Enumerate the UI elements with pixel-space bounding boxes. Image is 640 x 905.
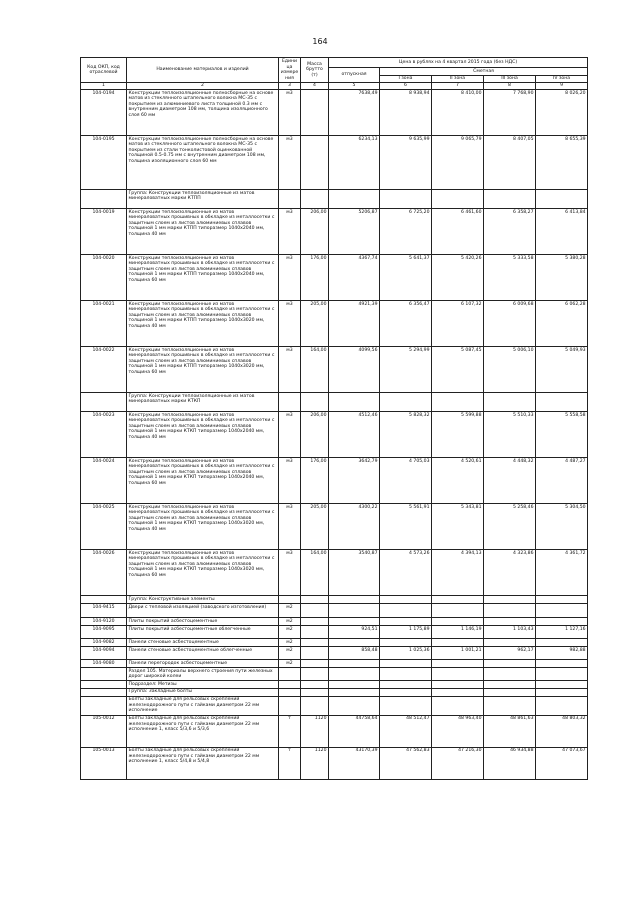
- row-price-zone2: [432, 639, 484, 647]
- row-price-zone4: [536, 618, 588, 626]
- table-row: [81, 209, 588, 255]
- row-code: 104-0020: [81, 255, 127, 301]
- row-code: 105-0013: [81, 747, 127, 779]
- row-price-zone4: 5 049,93: [536, 347, 588, 393]
- column-number: 5: [329, 83, 380, 90]
- row-price-otpusk: [329, 660, 380, 668]
- row-price-zone2: 4 520,61: [432, 458, 484, 504]
- header-zone2: II зона: [432, 75, 484, 83]
- table-row: [81, 301, 588, 347]
- row-unit: [279, 596, 301, 604]
- row-unit: м2: [279, 660, 301, 668]
- row-mass: 206,00: [301, 412, 329, 458]
- row-price-zone4: 5 380,28: [536, 255, 588, 301]
- row-unit: м2: [279, 626, 301, 639]
- row-code: [81, 681, 127, 689]
- row-unit: [279, 668, 301, 681]
- row-mass: [301, 90, 329, 136]
- row-price-otpusk: 4921,39: [329, 301, 380, 347]
- row-price-zone2: [432, 681, 484, 689]
- row-price-zone3: 5 258,46: [484, 504, 536, 550]
- row-price-zone3: 5 333,58: [484, 255, 536, 301]
- row-price-zone2: 1 146,19: [432, 626, 484, 639]
- table-body: [81, 90, 588, 779]
- row-mass: 176,00: [301, 458, 329, 504]
- column-number: 4: [301, 83, 329, 90]
- header-otpusknaya: отпускная: [329, 68, 380, 83]
- table-row: [81, 458, 588, 504]
- header-unit: Единица измерения: [279, 58, 301, 83]
- row-price-zone1: 1 175,89: [380, 626, 432, 639]
- row-price-zone1: 47 562,83: [380, 747, 432, 779]
- table-row: [81, 660, 588, 668]
- row-price-otpusk: 4099,56: [329, 347, 380, 393]
- row-unit: [279, 393, 301, 412]
- row-price-zone4: 6 413,84: [536, 209, 588, 255]
- row-mass: [301, 688, 329, 696]
- table-row: [81, 668, 588, 681]
- row-price-zone2: [432, 668, 484, 681]
- row-price-zone1: [380, 681, 432, 689]
- table-row: [81, 604, 588, 618]
- row-price-zone1: [380, 696, 432, 715]
- row-price-zone2: 6 107,32: [432, 301, 484, 347]
- header-smetnaya: Сметная: [380, 68, 588, 76]
- row-price-zone1: 5 828,32: [380, 412, 432, 458]
- row-code: 104-9080: [81, 660, 127, 668]
- row-code: 104-0022: [81, 347, 127, 393]
- row-price-zone3: 1 103,43: [484, 626, 536, 639]
- row-price-zone1: [380, 660, 432, 668]
- row-price-otpusk: 6234,13: [329, 136, 380, 190]
- row-price-otpusk: 858,48: [329, 647, 380, 660]
- header-zone4: IV зона: [536, 75, 588, 83]
- table-row: [81, 681, 588, 689]
- row-price-zone2: [432, 618, 484, 626]
- row-name: Плиты покрытий асбестоцементные: [127, 618, 279, 626]
- table-row: [81, 190, 588, 209]
- row-code: 104-9415: [81, 604, 127, 618]
- column-number: 7: [432, 83, 484, 90]
- row-price-zone4: 8 026,20: [536, 90, 588, 136]
- row-mass: [301, 639, 329, 647]
- row-price-zone4: 48 803,32: [536, 715, 588, 747]
- row-price-otpusk: [329, 190, 380, 209]
- row-unit: м2: [279, 604, 301, 618]
- row-code: 105-0012: [81, 715, 127, 747]
- row-price-otpusk: 5206,87: [329, 209, 380, 255]
- row-price-zone1: 5 561,91: [380, 504, 432, 550]
- row-price-zone3: 7 768,90: [484, 90, 536, 136]
- row-mass: [301, 647, 329, 660]
- row-name: Раздел 105. Материалы верхнего строения пути железных дорог широкой колеи: [127, 668, 279, 681]
- row-mass: 205,00: [301, 301, 329, 347]
- row-price-zone4: 6 062,28: [536, 301, 588, 347]
- row-price-zone4: 5 304,50: [536, 504, 588, 550]
- row-price-otpusk: 4300,22: [329, 504, 380, 550]
- row-mass: [301, 626, 329, 639]
- row-price-zone1: 48 512,47: [380, 715, 432, 747]
- row-code: [81, 596, 127, 604]
- row-price-zone3: [484, 618, 536, 626]
- row-name: Болты закладные для рельсовых скреплений железнодорожного пути с гайками диаметром 22 мм исполнение: [127, 696, 279, 715]
- row-price-zone4: [536, 393, 588, 412]
- row-mass: 205,00: [301, 504, 329, 550]
- row-price-zone4: [536, 596, 588, 604]
- row-unit: м3: [279, 412, 301, 458]
- row-unit: м3: [279, 347, 301, 393]
- row-price-zone1: 5 641,37: [380, 255, 432, 301]
- row-price-zone4: 47 073,67: [536, 747, 588, 779]
- column-number: 6: [380, 83, 432, 90]
- row-price-zone4: 8 655,39: [536, 136, 588, 190]
- table-row: [81, 626, 588, 639]
- row-price-zone2: [432, 696, 484, 715]
- column-number: 3: [279, 83, 301, 90]
- row-price-zone1: 4 573,26: [380, 550, 432, 596]
- row-unit: м2: [279, 639, 301, 647]
- row-mass: [301, 136, 329, 190]
- row-mass: [301, 681, 329, 689]
- row-code: 104-0024: [81, 458, 127, 504]
- row-price-zone1: 1 025,36: [380, 647, 432, 660]
- row-name: Группа: Конструкции теплоизоляционные из матов минераловатных марки КТКП: [127, 393, 279, 412]
- column-number: 9: [536, 83, 588, 90]
- column-number: 8: [484, 83, 536, 90]
- table-row: [81, 412, 588, 458]
- row-mass: [301, 596, 329, 604]
- row-mass: 176,00: [301, 255, 329, 301]
- row-price-zone3: 6 358,27: [484, 209, 536, 255]
- row-price-zone3: [484, 688, 536, 696]
- table-row: [81, 90, 588, 136]
- table-row: [81, 136, 588, 190]
- row-price-otpusk: [329, 393, 380, 412]
- row-price-zone1: 4 705,03: [380, 458, 432, 504]
- row-name: Группа: Закладные болты: [127, 688, 279, 696]
- row-name: Конструкции теплоизоляционные из матов минераловатных прошивных в обкладке из металлосетки с защитным слоем из листов алюминиевых сплавов толщиной 1 мм марки КТПП типоразмер 1040х2040 мм, толщина 60 мм: [127, 255, 279, 301]
- row-price-otpusk: 44758,64: [329, 715, 380, 747]
- row-price-zone3: [484, 668, 536, 681]
- row-price-zone1: 8 938,94: [380, 90, 432, 136]
- row-mass: 206,00: [301, 209, 329, 255]
- header-zone1: I зона: [380, 75, 432, 83]
- row-price-zone1: 6 725,20: [380, 209, 432, 255]
- row-mass: [301, 604, 329, 618]
- row-code: 104-9094: [81, 647, 127, 660]
- row-price-zone2: 4 394,13: [432, 550, 484, 596]
- row-price-zone3: 46 934,88: [484, 747, 536, 779]
- row-mass: [301, 618, 329, 626]
- row-name: Подраздел: Метизы: [127, 681, 279, 689]
- row-code: 104-0023: [81, 412, 127, 458]
- row-price-zone4: [536, 696, 588, 715]
- row-mass: 1120: [301, 747, 329, 779]
- row-code: 104-9082: [81, 639, 127, 647]
- row-code: 104-0194: [81, 90, 127, 136]
- row-code: [81, 668, 127, 681]
- table-row: [81, 504, 588, 550]
- row-price-zone4: 1 127,16: [536, 626, 588, 639]
- row-price-otpusk: [329, 681, 380, 689]
- row-unit: м3: [279, 90, 301, 136]
- row-price-zone4: 4 361,72: [536, 550, 588, 596]
- row-price-zone2: [432, 393, 484, 412]
- row-price-zone1: [380, 639, 432, 647]
- page-number: 164: [312, 37, 328, 46]
- table-row: [81, 747, 588, 779]
- row-price-zone2: 5 087,45: [432, 347, 484, 393]
- row-price-zone4: 4 487,27: [536, 458, 588, 504]
- row-price-zone2: [432, 688, 484, 696]
- row-price-zone4: [536, 688, 588, 696]
- row-price-otpusk: [329, 618, 380, 626]
- row-price-zone2: 9 065,79: [432, 136, 484, 190]
- row-code: [81, 688, 127, 696]
- row-price-zone1: [380, 688, 432, 696]
- row-price-zone4: [536, 639, 588, 647]
- table-row: [81, 696, 588, 715]
- row-price-otpusk: 7638,49: [329, 90, 380, 136]
- row-name: Группа: Конструктивные элементы: [127, 596, 279, 604]
- row-price-zone3: [484, 660, 536, 668]
- row-price-zone1: 6 356,47: [380, 301, 432, 347]
- row-price-otpusk: [329, 639, 380, 647]
- row-price-zone4: [536, 660, 588, 668]
- row-price-zone3: 8 407,05: [484, 136, 536, 190]
- row-price-zone1: 9 635,99: [380, 136, 432, 190]
- table-row: [81, 393, 588, 412]
- row-price-zone2: [432, 604, 484, 618]
- row-price-zone3: [484, 190, 536, 209]
- row-code: [81, 190, 127, 209]
- row-name: Болты закладные для рельсовых скреплений железнодорожного пути с гайками диаметром 22 мм исполнение 1, класс 5/3,6 и 5/3,6: [127, 715, 279, 747]
- row-price-zone2: 8 410,00: [432, 90, 484, 136]
- row-unit: м2: [279, 618, 301, 626]
- column-number: 2: [127, 83, 279, 90]
- header-mass: Масса брутто (т): [301, 58, 329, 83]
- row-code: 104-0019: [81, 209, 127, 255]
- row-mass: 164,00: [301, 347, 329, 393]
- row-price-zone2: [432, 660, 484, 668]
- row-name: Двери с тепловой изоляцией (заводского изготовления): [127, 604, 279, 618]
- row-price-zone4: 982,88: [536, 647, 588, 660]
- row-price-zone1: [380, 393, 432, 412]
- row-price-zone3: [484, 604, 536, 618]
- table-row: [81, 550, 588, 596]
- row-price-zone4: 5 558,58: [536, 412, 588, 458]
- table-row: [81, 639, 588, 647]
- row-unit: м3: [279, 504, 301, 550]
- table-row: [81, 688, 588, 696]
- row-price-zone2: 5 599,88: [432, 412, 484, 458]
- row-code: 104-9120: [81, 618, 127, 626]
- row-unit: [279, 688, 301, 696]
- row-price-otpusk: 43170,39: [329, 747, 380, 779]
- row-price-otpusk: 3642,79: [329, 458, 380, 504]
- row-price-otpusk: 924,51: [329, 626, 380, 639]
- row-price-zone2: 48 963,40: [432, 715, 484, 747]
- row-name: Конструкции теплоизоляционные из матов минераловатных прошивных в обкладке из металлосетки с защитным слоем из листов алюминиевых сплавов толщиной 1 мм марки КТКП типоразмер 1040х3020 мм, толщина 40 мм: [127, 504, 279, 550]
- row-price-zone1: [380, 190, 432, 209]
- header-code: Код ОКП, код отраслевой: [81, 58, 127, 83]
- row-price-zone1: [380, 604, 432, 618]
- row-name: Конструкции теплоизоляционные из матов минераловатных прошивных в обкладке из металлосетки с защитным слоем из листов алюминиевых сплавов толщиной 1 мм марки КТКП типоразмер 1040х2040 мм, толщина 60 мм: [127, 458, 279, 504]
- row-price-zone3: [484, 681, 536, 689]
- row-price-zone4: [536, 604, 588, 618]
- row-price-zone3: 5 510,33: [484, 412, 536, 458]
- row-price-zone3: [484, 696, 536, 715]
- row-price-otpusk: [329, 696, 380, 715]
- row-price-zone3: 48 861,63: [484, 715, 536, 747]
- row-price-zone1: [380, 668, 432, 681]
- row-price-zone2: [432, 190, 484, 209]
- row-price-zone2: 1 001,21: [432, 647, 484, 660]
- column-number: 1: [81, 83, 127, 90]
- row-name: Болты закладные для рельсовых скреплений железнодорожного пути с гайками диаметром 22 мм исполнение 1, класс 5/4,8 и 5/4,8: [127, 747, 279, 779]
- row-price-zone3: 5 006,10: [484, 347, 536, 393]
- row-price-otpusk: [329, 688, 380, 696]
- column-numbers-row: [81, 83, 588, 90]
- row-code: [81, 393, 127, 412]
- table-row: [81, 255, 588, 301]
- row-price-zone2: 47 216,30: [432, 747, 484, 779]
- row-price-zone1: [380, 618, 432, 626]
- row-name: Конструкции теплоизоляционные из матов минераловатных прошивных в обкладке из металлосетки с защитным слоем из листов алюминиевых сплавов толщиной 1 мм марки КТКП типоразмер 1040х2040 мм, толщина 40 мм: [127, 412, 279, 458]
- row-price-zone2: 5 420,26: [432, 255, 484, 301]
- row-mass: [301, 668, 329, 681]
- row-unit: [279, 681, 301, 689]
- row-code: 104-0025: [81, 504, 127, 550]
- row-unit: м3: [279, 550, 301, 596]
- row-name: Конструкции теплоизоляционные из матов минераловатных прошивных в обкладке из металлосетки с защитным слоем из листов алюминиевых сплавов толщиной 1 мм марки КТПП типоразмер 1040х3020 мм, толщина 60 мм: [127, 347, 279, 393]
- row-unit: м3: [279, 255, 301, 301]
- price-table: [80, 57, 588, 780]
- header-zone3: III зона: [484, 75, 536, 83]
- row-price-zone3: [484, 596, 536, 604]
- row-name: Панели перегородок асбестоцементные: [127, 660, 279, 668]
- row-name: Конструкции теплоизоляционные из матов минераловатных прошивных в обкладке из металлосетки с защитным слоем из листов алюминиевых сплавов толщиной 1 мм марки КТКП типоразмер 1040х3020 мм, толщина 60 мм: [127, 550, 279, 596]
- row-unit: м3: [279, 209, 301, 255]
- table-row: [81, 715, 588, 747]
- row-unit: т: [279, 747, 301, 779]
- row-price-otpusk: 4367,74: [329, 255, 380, 301]
- row-code: 104-9095: [81, 626, 127, 639]
- row-mass: [301, 696, 329, 715]
- row-price-zone3: 962,17: [484, 647, 536, 660]
- row-unit: т: [279, 715, 301, 747]
- row-price-zone1: [380, 596, 432, 604]
- row-name: Конструкции теплоизоляционные полносборные на основе матов из стеклянного штапельного волокна МС-35 с покрытием из стали тонколистовой оцинкованной толщиной 0.5-0.75 мм с внутренним диаметром 108 мм, толщина изоляционного слоя 60 мм: [127, 136, 279, 190]
- row-price-zone4: [536, 190, 588, 209]
- row-unit: [279, 190, 301, 209]
- row-price-zone3: [484, 393, 536, 412]
- header-price-group: Цена в рублях на 4 квартал 2015 года (без НДС): [329, 58, 588, 68]
- row-unit: м3: [279, 301, 301, 347]
- row-price-otpusk: [329, 668, 380, 681]
- row-name: Плиты покрытий асбестоцементные облегченные: [127, 626, 279, 639]
- row-price-zone4: [536, 681, 588, 689]
- row-mass: 1120: [301, 715, 329, 747]
- row-price-zone3: [484, 639, 536, 647]
- row-mass: [301, 393, 329, 412]
- row-price-otpusk: 4512,46: [329, 412, 380, 458]
- row-price-zone2: 6 461,60: [432, 209, 484, 255]
- row-price-zone2: [432, 596, 484, 604]
- table-row: [81, 647, 588, 660]
- row-name: Панели стеновые асбестоцементные облегченные: [127, 647, 279, 660]
- table-row: [81, 596, 588, 604]
- row-price-zone1: 5 294,99: [380, 347, 432, 393]
- row-price-otpusk: [329, 596, 380, 604]
- row-name: Панели стеновые асбестоцементные: [127, 639, 279, 647]
- row-mass: [301, 660, 329, 668]
- table-row: [81, 347, 588, 393]
- row-price-otpusk: [329, 604, 380, 618]
- header-name: Наименование материалов и изделий: [127, 58, 279, 83]
- row-code: 104-0026: [81, 550, 127, 596]
- row-code: 104-0021: [81, 301, 127, 347]
- row-unit: м3: [279, 136, 301, 190]
- row-price-otpusk: 3540,87: [329, 550, 380, 596]
- row-mass: 164,00: [301, 550, 329, 596]
- row-name: Группа: Конструкции теплоизоляционные из матов минераловатных марки КТПП: [127, 190, 279, 209]
- row-code: [81, 696, 127, 715]
- row-code: 104-0195: [81, 136, 127, 190]
- row-price-zone4: [536, 668, 588, 681]
- row-name: Конструкции теплоизоляционные полносборные на основе матов из стеклянного штапельного волокна МС-35 с покрытием из алюминиевого листа толщиной 0.3 мм с внутренним диаметром 108 мм, толщина изоляционного слоя 60 мм: [127, 90, 279, 136]
- row-name: Конструкции теплоизоляционные из матов минераловатных прошивных в обкладке из металлосетки с защитным слоем из листов алюминиевых сплавов толщиной 1 мм марки КТПП типоразмер 1040х2040 мм, толщина 40 мм: [127, 209, 279, 255]
- row-price-zone3: 6 009,68: [484, 301, 536, 347]
- row-mass: [301, 190, 329, 209]
- row-price-zone3: 4 448,32: [484, 458, 536, 504]
- row-price-zone2: 5 343,81: [432, 504, 484, 550]
- table-row: [81, 618, 588, 626]
- row-unit: [279, 696, 301, 715]
- row-price-zone3: 4 323,86: [484, 550, 536, 596]
- row-unit: м3: [279, 458, 301, 504]
- row-name: Конструкции теплоизоляционные из матов минераловатных прошивных в обкладке из металлосетки с защитным слоем из листов алюминиевых сплавов толщиной 1 мм марки КТПП типоразмер 1040х3020 мм, толщина 40 мм: [127, 301, 279, 347]
- row-unit: м2: [279, 647, 301, 660]
